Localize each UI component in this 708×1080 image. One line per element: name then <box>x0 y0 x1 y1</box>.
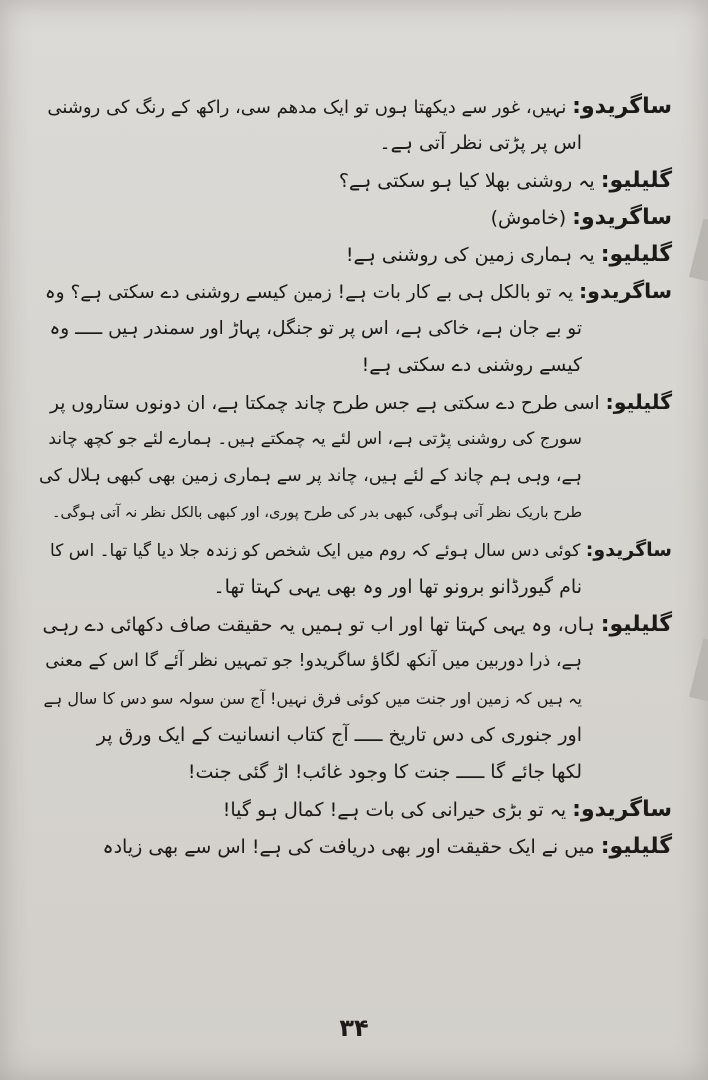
text-line <box>36 495 672 532</box>
speaker-name: ساگریدو: <box>585 539 672 561</box>
text-line <box>36 680 672 717</box>
text-line <box>36 828 672 865</box>
line-text: یہ تو بڑی حیرانی کی بات ہے! کمال ہو گیا! <box>222 799 567 821</box>
play-text <box>36 88 672 865</box>
line-text: تو بے جان ہے، خاکی ہے، اس پر تو جنگل، پہاڑ اور سمندر ہیں ـــــ وہ <box>49 318 582 339</box>
text-line <box>36 791 672 828</box>
text-line <box>36 717 672 754</box>
speaker-name: گلیلیو: <box>600 242 672 267</box>
line-text: اسی طرح دے سکتی ہے جس طرح چاند چمکتا ہے، ان دونوں ستاروں پر <box>50 393 600 414</box>
page-edge-tear <box>689 638 708 701</box>
line-text: (خاموش) <box>490 207 567 229</box>
speaker-name: گلیلیو: <box>605 390 672 414</box>
text-line <box>36 532 672 569</box>
line-text: کیسے روشنی دے سکتی ہے! <box>361 354 582 376</box>
page-number: ۳۴ <box>339 1014 369 1042</box>
text-line <box>36 162 672 199</box>
line-text: اس پر پڑتی نظر آتی ہے۔ <box>379 132 582 154</box>
page-edge-tear <box>689 218 708 281</box>
text-line <box>36 310 672 347</box>
text-line <box>36 199 672 236</box>
line-text: یہ تو بالکل ہی بے کار بات ہے! زمین کیسے روشنی دے سکتی ہے؟ وہ <box>44 282 574 303</box>
line-text: سورج کی روشنی پڑتی ہے، اس لئے یہ چمکتے ہیں۔ ہمارے لئے جو کچھ چاند <box>48 429 582 449</box>
line-text: ہے، وہی ہم چاند کے لئے ہیں، چاند پر سے ہماری زمین بھی کبھی ہلال کی <box>39 466 582 486</box>
line-text: یہ ہماری زمین کی روشنی ہے! <box>345 244 595 266</box>
speaker-name: ساگریدو: <box>572 797 672 822</box>
text-line <box>36 236 672 273</box>
line-text: نہیں، غور سے دیکھتا ہوں تو ایک مدھم سی، راکھ کے رنگ کی روشنی <box>47 97 567 118</box>
text-line <box>36 384 672 421</box>
text-line <box>36 273 672 310</box>
speaker-name: گلیلیو: <box>600 168 672 193</box>
text-line <box>36 88 672 125</box>
text-line <box>36 347 672 384</box>
text-line <box>36 643 672 680</box>
text-line <box>36 569 672 606</box>
speaker-name: گلیلیو: <box>600 834 672 859</box>
line-text: نام گیورڈانو برونو تھا اور وہ بھی یہی کہتا تھا۔ <box>213 576 582 598</box>
speaker-name: گلیلیو: <box>600 612 672 637</box>
line-text: یہ ہیں کہ زمین اور جنت میں کوئی فرق نہیں! آج سن سولہ سو دس کا سال ہے <box>43 689 582 708</box>
text-line <box>36 606 672 643</box>
line-text: اور جنوری کی دس تاریخ ـــــ آج کتاب انسانیت کے ایک ورق پر <box>96 724 582 746</box>
line-text: لکھا جائے گا ـــــ جنت کا وجود غائب! اڑ گئی جنت! <box>187 761 582 783</box>
line-text: کوئی دس سال ہوئے کہ روم میں ایک شخص کو زندہ جلا دیا گیا تھا۔ اس کا <box>50 541 581 561</box>
text-line <box>36 125 672 162</box>
speaker-name: ساگریدو: <box>578 279 672 303</box>
line-text: میں نے ایک حقیقت اور بھی دریافت کی ہے! اس سے بھی زیادہ <box>102 836 595 858</box>
text-line <box>36 754 672 791</box>
text-line <box>36 421 672 458</box>
speaker-name: ساگریدو: <box>572 205 672 230</box>
line-text: یہ روشنی بھلا کیا ہو سکتی ہے؟ <box>338 170 595 192</box>
speaker-name: ساگریدو: <box>572 94 672 119</box>
line-text: طرح باریک نظر آتی ہوگی، کبھی بدر کی طرح پوری، اور کبھی بالکل نظر نہ آتی ہوگی۔ <box>51 505 582 521</box>
line-text: ہاں، وہ یہی کہتا تھا اور اب تو ہمیں یہ حقیقت صاف دکھائی دے رہی <box>42 614 595 636</box>
line-text: ہے، ذرا دوربین میں آنکھ لگاؤ ساگریدو! جو تمہیں نظر آئے گا اس کے معنی <box>45 651 582 671</box>
text-line <box>36 458 672 495</box>
